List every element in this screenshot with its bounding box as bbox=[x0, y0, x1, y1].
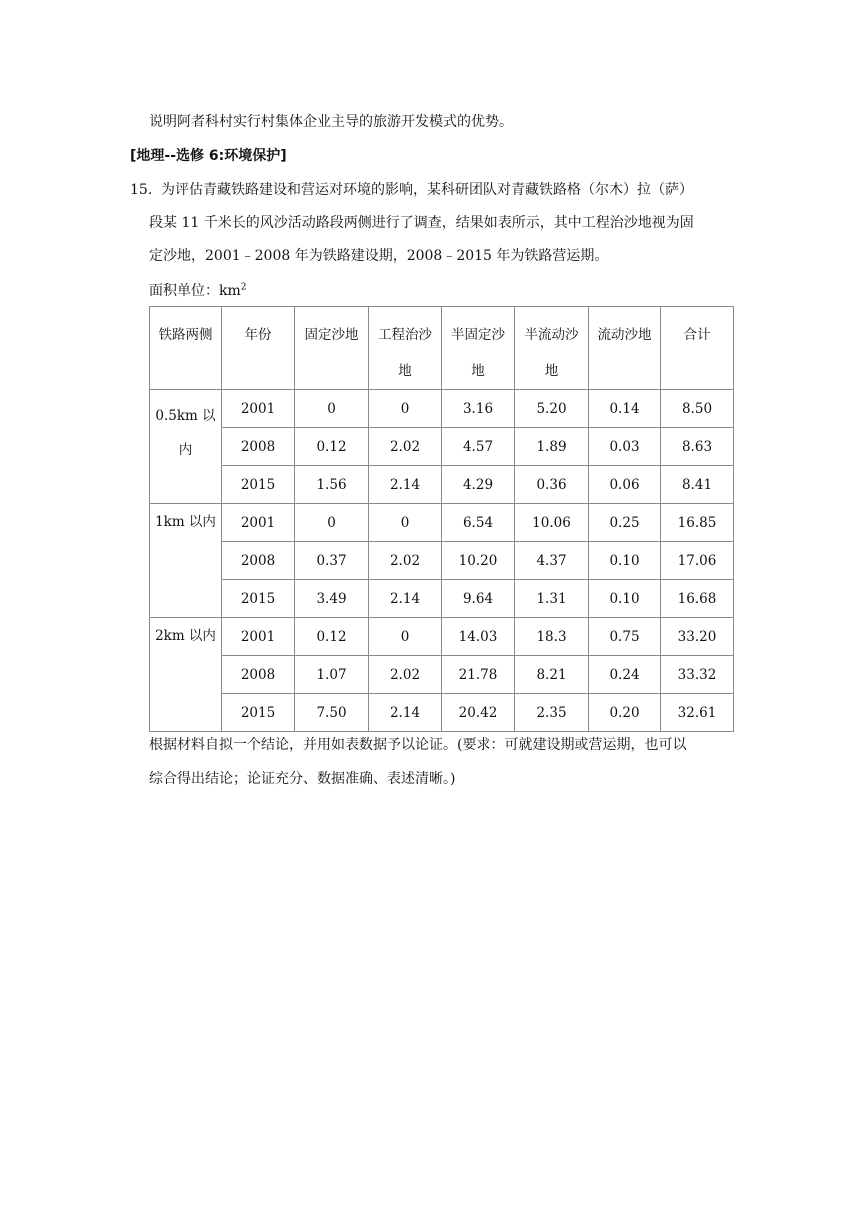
cell-year: 2001 bbox=[222, 390, 295, 428]
area-unit-label bbox=[149, 281, 247, 301]
task-line-2: 综合得出结论；论证充分、数据准确、表述清晰。) bbox=[149, 771, 456, 787]
cell-semi-fixed: 20.42 bbox=[442, 694, 515, 732]
cell-total: 8.63 bbox=[661, 428, 734, 466]
unit-prefix: 面积单位：km bbox=[149, 283, 241, 299]
question-number: 15. bbox=[130, 182, 153, 198]
cell-semi-flowing: 4.37 bbox=[515, 542, 589, 580]
cell-engineering: 2.14 bbox=[369, 580, 442, 618]
cell-engineering: 2.14 bbox=[369, 466, 442, 504]
cell-fixed: 0.12 bbox=[295, 618, 369, 656]
cell-year: 2001 bbox=[222, 504, 295, 542]
table-row bbox=[150, 542, 734, 580]
group-label: 0.5km 以 内 bbox=[150, 390, 222, 504]
cell-engineering: 2.02 bbox=[369, 428, 442, 466]
table-row bbox=[150, 428, 734, 466]
cell-semi-fixed: 14.03 bbox=[442, 618, 515, 656]
cell-flowing: 0.14 bbox=[589, 390, 661, 428]
cell-semi-fixed: 4.29 bbox=[442, 466, 515, 504]
cell-fixed: 0.12 bbox=[295, 428, 369, 466]
cell-semi-flowing: 8.21 bbox=[515, 656, 589, 694]
cell-fixed: 0 bbox=[295, 390, 369, 428]
question-line-1: 为评估青藏铁路建设和营运对环境的影响，某科研团队对青藏铁路格（尔木）拉（萨） bbox=[161, 182, 693, 198]
cell-engineering: 0 bbox=[369, 390, 442, 428]
header-year: 年份 bbox=[222, 307, 295, 390]
cell-semi-fixed: 21.78 bbox=[442, 656, 515, 694]
table-row bbox=[150, 618, 734, 656]
cell-engineering: 2.14 bbox=[369, 694, 442, 732]
cell-year: 2015 bbox=[222, 466, 295, 504]
table-row bbox=[150, 656, 734, 694]
cell-flowing: 0.24 bbox=[589, 656, 661, 694]
cell-year: 2008 bbox=[222, 428, 295, 466]
cell-year: 2015 bbox=[222, 580, 295, 618]
cell-fixed: 0.37 bbox=[295, 542, 369, 580]
cell-engineering: 2.02 bbox=[369, 656, 442, 694]
cell-semi-fixed: 3.16 bbox=[442, 390, 515, 428]
cell-flowing: 0.06 bbox=[589, 466, 661, 504]
question-line-2: 段某 11 千米长的风沙活动路段两侧进行了调查，结果如表所示，其中工程治沙地视为固 bbox=[149, 215, 694, 231]
cell-semi-fixed: 9.64 bbox=[442, 580, 515, 618]
cell-total: 17.06 bbox=[661, 542, 734, 580]
cell-engineering: 0 bbox=[369, 504, 442, 542]
cell-total: 16.85 bbox=[661, 504, 734, 542]
cell-total: 16.68 bbox=[661, 580, 734, 618]
table-row bbox=[150, 390, 734, 428]
cell-flowing: 0.20 bbox=[589, 694, 661, 732]
header-semi-fixed: 半固定沙 地 bbox=[442, 307, 515, 390]
cell-semi-flowing: 1.89 bbox=[515, 428, 589, 466]
cell-fixed: 7.50 bbox=[295, 694, 369, 732]
table-row bbox=[150, 580, 734, 618]
cell-year: 2008 bbox=[222, 542, 295, 580]
header-semi-flowing: 半流动沙 地 bbox=[515, 307, 589, 390]
cell-flowing: 0.10 bbox=[589, 580, 661, 618]
group-label: 2km 以内 bbox=[150, 618, 222, 732]
cell-semi-fixed: 4.57 bbox=[442, 428, 515, 466]
group-label: 1km 以内 bbox=[150, 504, 222, 618]
header-flowing: 流动沙地 bbox=[589, 307, 661, 390]
section-heading: [地理--选修 6:环境保护] bbox=[130, 148, 287, 164]
header-fixed: 固定沙地 bbox=[295, 307, 369, 390]
cell-semi-flowing: 18.3 bbox=[515, 618, 589, 656]
cell-total: 8.50 bbox=[661, 390, 734, 428]
cell-semi-fixed: 6.54 bbox=[442, 504, 515, 542]
cell-semi-flowing: 2.35 bbox=[515, 694, 589, 732]
cell-year: 2001 bbox=[222, 618, 295, 656]
cell-semi-flowing: 10.06 bbox=[515, 504, 589, 542]
cell-flowing: 0.10 bbox=[589, 542, 661, 580]
header-total: 合计 bbox=[661, 307, 734, 390]
cell-fixed: 1.07 bbox=[295, 656, 369, 694]
cell-engineering: 2.02 bbox=[369, 542, 442, 580]
cell-engineering: 0 bbox=[369, 618, 442, 656]
cell-semi-flowing: 0.36 bbox=[515, 466, 589, 504]
cell-fixed: 3.49 bbox=[295, 580, 369, 618]
cell-total: 32.61 bbox=[661, 694, 734, 732]
cell-semi-flowing: 1.31 bbox=[515, 580, 589, 618]
table-row bbox=[150, 694, 734, 732]
cell-total: 33.32 bbox=[661, 656, 734, 694]
header-engineering: 工程治沙 地 bbox=[369, 307, 442, 390]
cell-total: 8.41 bbox=[661, 466, 734, 504]
cell-year: 2008 bbox=[222, 656, 295, 694]
intro-line: 说明阿者科村实行村集体企业主导的旅游开发模式的优势。 bbox=[149, 114, 513, 130]
table-row bbox=[150, 504, 734, 542]
question-line-3: 定沙地，2001﹣2008 年为铁路建设期，2008﹣2015 年为铁路营运期。 bbox=[149, 248, 609, 264]
cell-flowing: 0.25 bbox=[589, 504, 661, 542]
task-line-1: 根据材料自拟一个结论，并用如表数据予以论证。(要求：可就建设期或营运期，也可以 bbox=[149, 737, 687, 753]
cell-year: 2015 bbox=[222, 694, 295, 732]
cell-flowing: 0.03 bbox=[589, 428, 661, 466]
cell-total: 33.20 bbox=[661, 618, 734, 656]
cell-semi-fixed: 10.20 bbox=[442, 542, 515, 580]
cell-flowing: 0.75 bbox=[589, 618, 661, 656]
table-row bbox=[150, 466, 734, 504]
sand-area-table bbox=[149, 306, 734, 732]
header-side: 铁路两侧 bbox=[150, 307, 222, 390]
cell-fixed: 1.56 bbox=[295, 466, 369, 504]
table-header-row bbox=[150, 307, 734, 390]
unit-exponent: 2 bbox=[240, 282, 247, 293]
cell-fixed: 0 bbox=[295, 504, 369, 542]
cell-semi-flowing: 5.20 bbox=[515, 390, 589, 428]
